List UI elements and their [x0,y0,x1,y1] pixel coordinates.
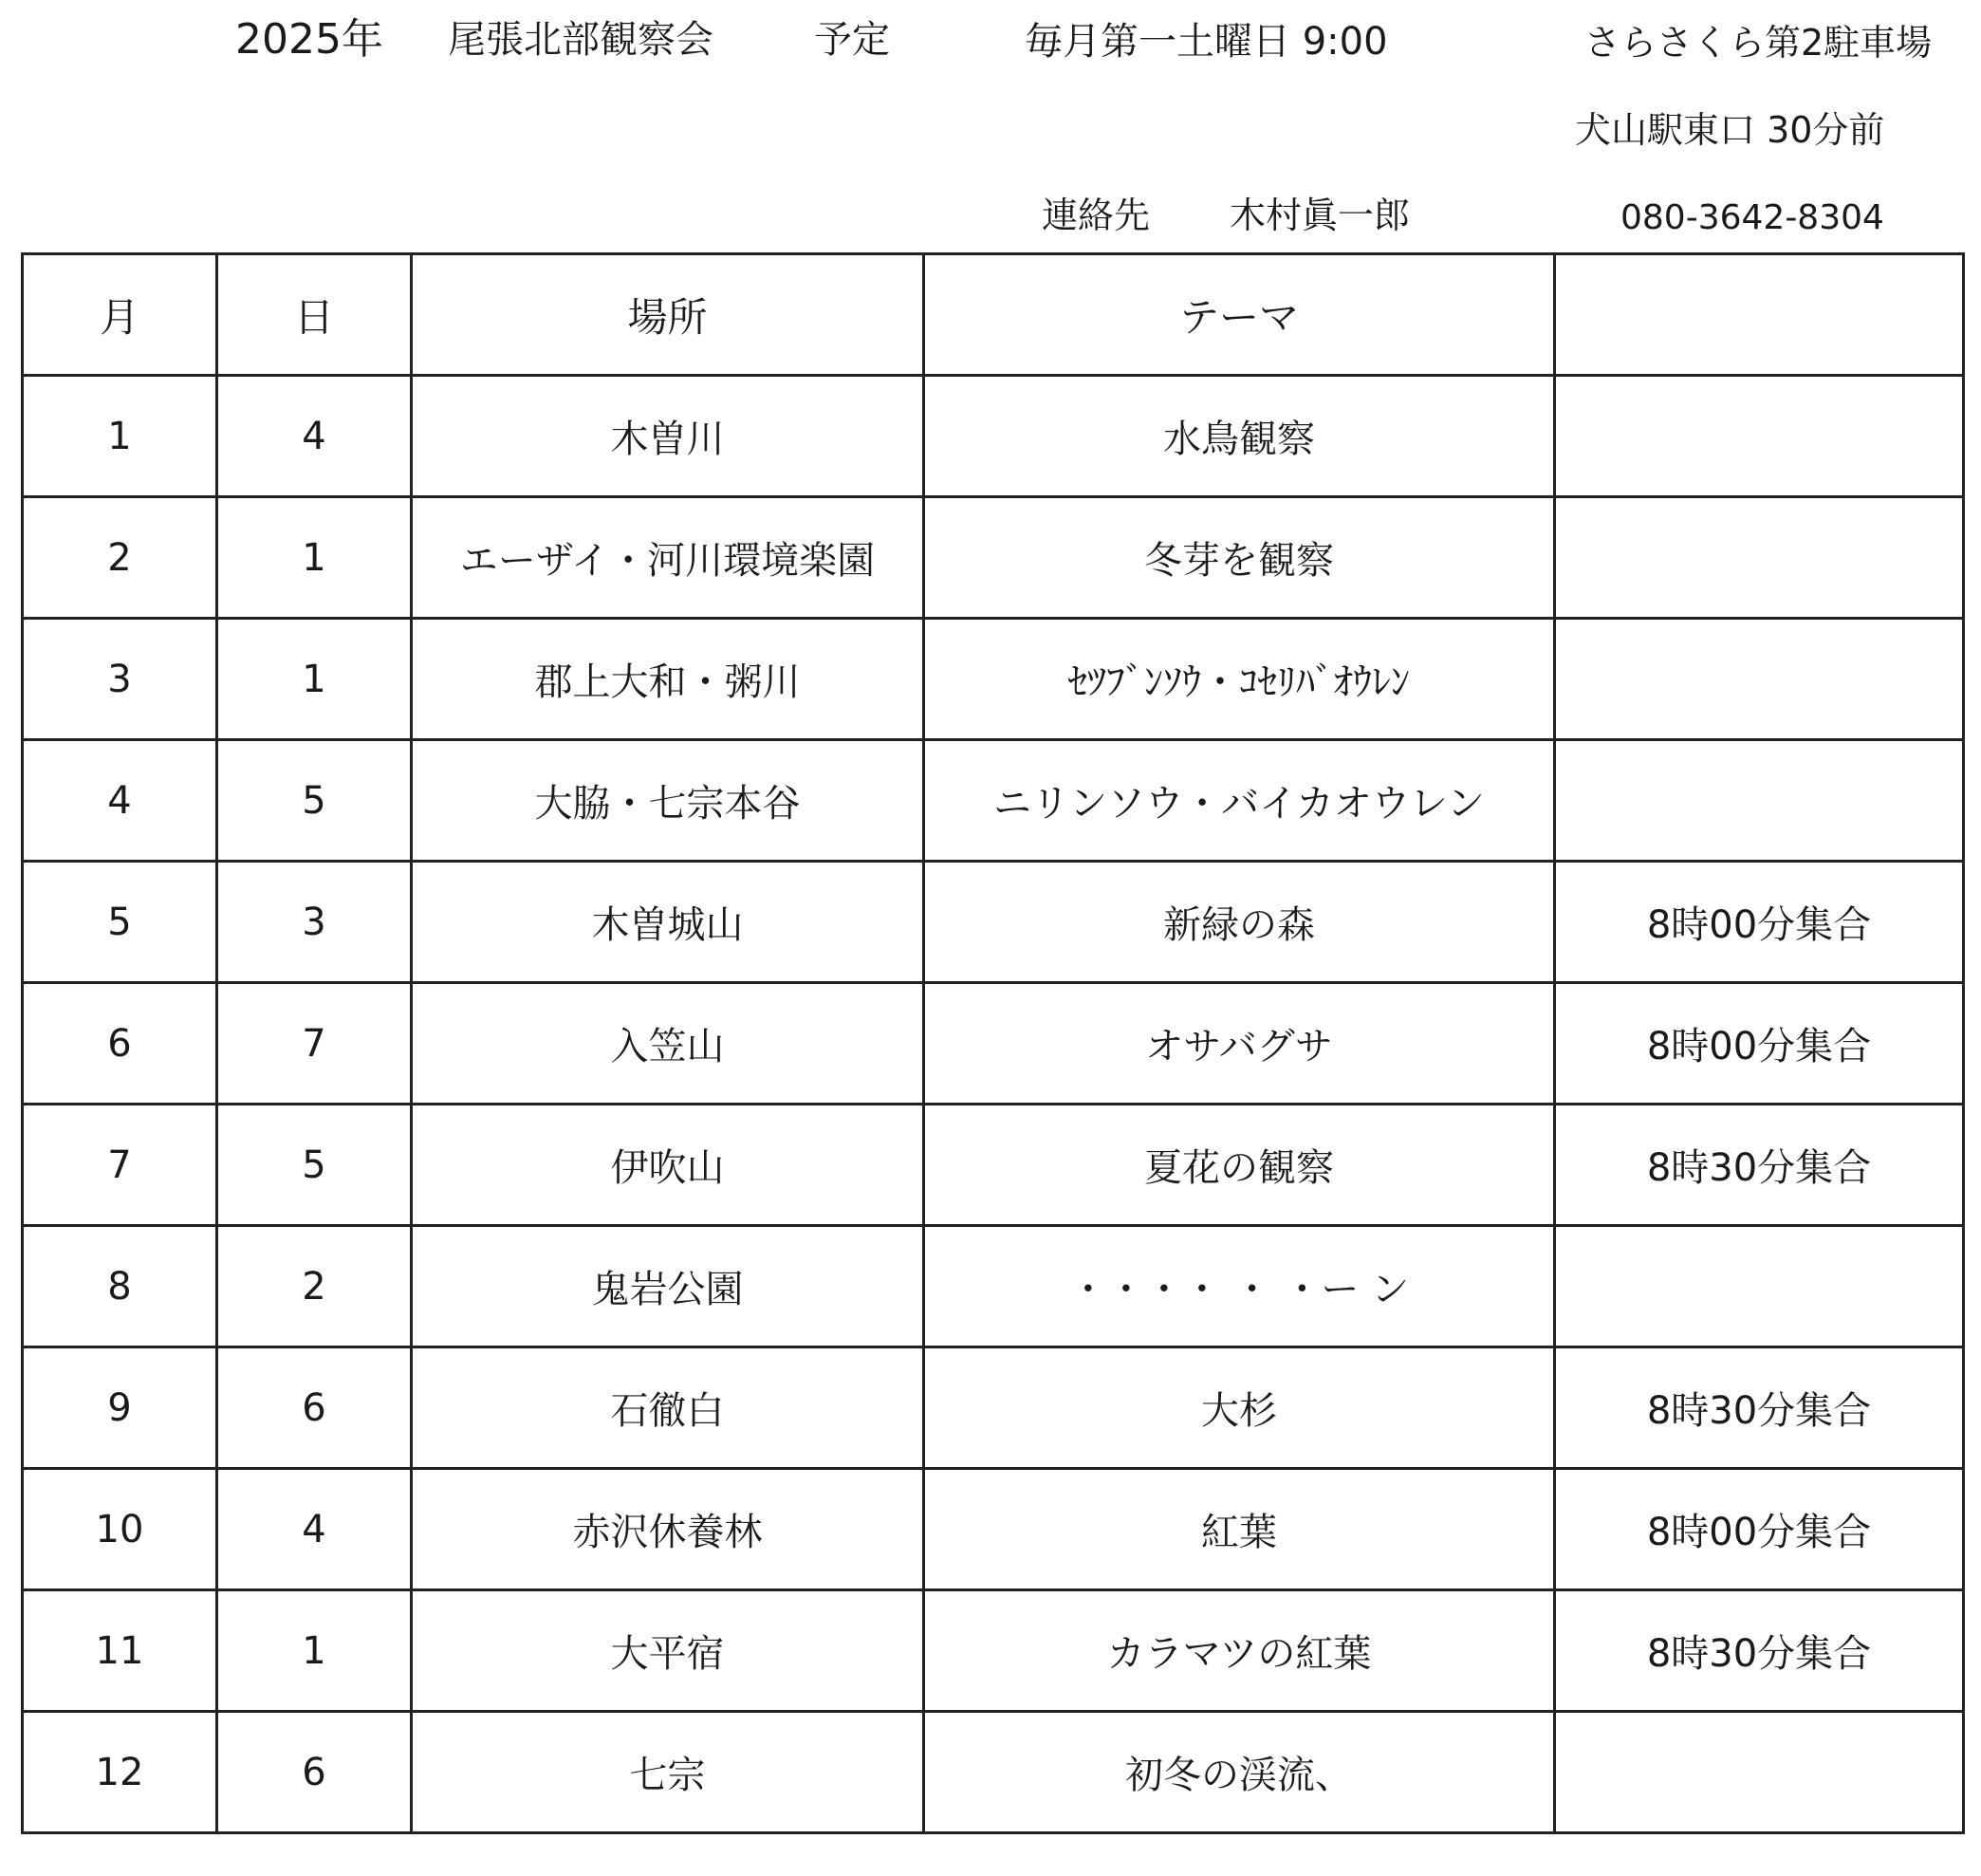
day-cell: 7 [217,983,412,1105]
month-cell: 9 [23,1347,217,1469]
place-cell: 赤沢休養林 [412,1469,924,1590]
month-cell: 7 [23,1105,217,1226]
contact-phone: 080-3642-8304 [1620,198,1884,237]
place-cell: 入笠山 [412,983,924,1105]
schedule-text: 毎月第一土曜日 9:00 [1025,20,1388,64]
theme-cell: 水鳥観察 [924,376,1555,497]
month-cell: 4 [23,740,217,862]
note-cell [1555,497,1964,619]
month-cell: 1 [23,376,217,497]
theme-cell: ニリンソウ・バイカオウレン [924,740,1555,862]
place-cell: 鬼岩公園 [412,1226,924,1347]
table-row [23,983,1964,1105]
day-cell: 6 [217,1712,412,1833]
theme-cell: 紅葉 [924,1469,1555,1590]
table-row [23,1590,1964,1712]
day-cell: 5 [217,740,412,862]
place-cell: 七宗 [412,1712,924,1833]
place-cell: エーザイ・河川環境楽園 [412,497,924,619]
meeting-place: さらさくら第2駐車場 [1584,22,1933,64]
month-cell: 12 [23,1712,217,1833]
month-cell: 10 [23,1469,217,1590]
place-cell: 大平宿 [412,1590,924,1712]
theme-cell: 夏花の観察 [924,1105,1555,1226]
day-cell: 1 [217,497,412,619]
schedule-table [21,252,1965,1834]
theme-cell: 大杉 [924,1347,1555,1469]
month-cell: 2 [23,497,217,619]
theme-cell: 新緑の森 [924,862,1555,983]
day-cell: 1 [217,619,412,740]
table-row [23,862,1964,983]
place-cell: 木曽川 [412,376,924,497]
table-row [23,1469,1964,1590]
contact-name: 木村眞一郎 [1230,195,1411,236]
table-row [23,497,1964,619]
column-header-theme: テーマ [924,254,1555,376]
day-cell: 5 [217,1105,412,1226]
note-cell: 8時00分集合 [1555,1469,1964,1590]
place-cell: 郡上大和・粥川 [412,619,924,740]
note-cell: 8時30分集合 [1555,1590,1964,1712]
group-name: 尾張北部観察会 [448,18,713,62]
day-cell: 4 [217,376,412,497]
day-cell: 6 [217,1347,412,1469]
month-cell: 8 [23,1226,217,1347]
column-header-month: 月 [23,254,217,376]
theme-cell: 初冬の渓流、 [924,1712,1555,1833]
table-row [23,619,1964,740]
note-cell: 8時00分集合 [1555,862,1964,983]
place-cell: 伊吹山 [412,1105,924,1226]
day-cell: 3 [217,862,412,983]
table-row [23,1712,1964,1833]
note-cell: 8時30分集合 [1555,1347,1964,1469]
document-year: 2025年 [235,15,383,64]
note-cell [1555,376,1964,497]
month-cell: 6 [23,983,217,1105]
theme-cell: 冬芽を観察 [924,497,1555,619]
note-cell [1555,740,1964,862]
month-cell: 5 [23,862,217,983]
contact-label: 連絡先 [1042,195,1151,236]
place-cell: 石徹白 [412,1347,924,1469]
alt-meeting-place: 犬山駅東口 30分前 [1575,109,1885,151]
plan-label: 予定 [814,18,890,62]
note-cell [1555,1712,1964,1833]
month-cell: 11 [23,1590,217,1712]
theme-cell: オサバグサ [924,983,1555,1105]
table-row [23,740,1964,862]
note-cell [1555,619,1964,740]
month-cell: 3 [23,619,217,740]
table-row [23,1105,1964,1226]
column-header-day: 日 [217,254,412,376]
theme-cell: カラマツの紅葉 [924,1590,1555,1712]
table-header-row [23,254,1964,376]
note-cell: 8時00分集合 [1555,983,1964,1105]
day-cell: 1 [217,1590,412,1712]
column-header-note [1555,254,1964,376]
day-cell: 4 [217,1469,412,1590]
place-cell: 木曽城山 [412,862,924,983]
day-cell: 2 [217,1226,412,1347]
theme-cell: ｾﾂﾌﾞﾝｿｳ・ｺｾﾘﾊﾞｵｳﾚﾝ [924,619,1555,740]
place-cell: 大脇・七宗本谷 [412,740,924,862]
note-cell: 8時30分集合 [1555,1105,1964,1226]
table-row [23,376,1964,497]
table-row [23,1226,1964,1347]
table-row [23,1347,1964,1469]
theme-cell: ・・・・ ・ ・ー ン [924,1226,1555,1347]
note-cell [1555,1226,1964,1347]
column-header-place: 場所 [412,254,924,376]
